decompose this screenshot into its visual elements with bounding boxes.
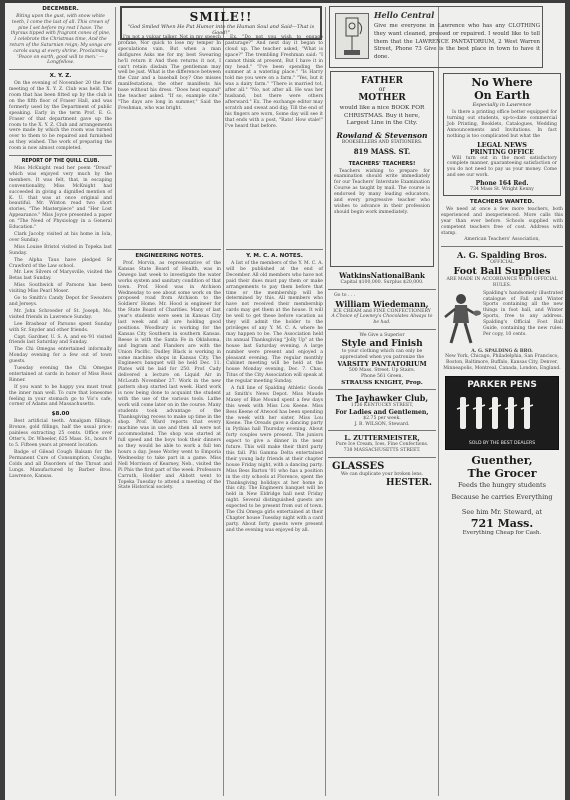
note-item: Capt. Gardner, U. S. A. and ex-'91 visited friends last Saturday and Sunday. [9, 334, 112, 346]
or-word: or [378, 86, 386, 93]
teachers-text: Teachers wishing to prepare for examination should write immediately for our Teachers' Interstate Examination Course as taught by mail. The course is endorsed by many leading educators, and every progressive teacher who wishes to advance in their profession should begin work immediately. [334, 168, 430, 215]
nowhere-title: No Where [471, 76, 533, 89]
note-item: Miss Louise Bristol visited in Topeka last Sunday. [9, 244, 112, 256]
nowhere-title-2: On Earth [474, 89, 530, 102]
december-title: DECEMBER. [42, 6, 79, 12]
style-text: to your clothing which can only be appreciated when you patronize the [339, 348, 425, 360]
column-1 [9, 3, 112, 800]
mother-word: MOTHER [358, 93, 406, 103]
xyz-text: On the evening of November 20 the first meeting of the X. Y. Z. Club was held. The room that has been fitted up by the club is on the fifth floor of Fraser Hall, and was formerly used by the Department of public speaking. Early in the term Prof. E. G. Fraser of that department gave up the room to the X. Y. Z. Club and arrangements were made by which the room was turned over to them to be repaired and furnished as they wished. The work of preparing the room is now almost completed. [9, 81, 112, 152]
december-poem: Biting upon the gust, with snow white teeth, I come the last of all. This crown of pine I set before my rest I have. The thyrsus tipped with fragrant cones of pine, I celebrate the Christmas time, And the return of the Saturnian reign; My songs are carols sung at every shrine, Proclaiming 'Peace on earth, good will to men.' —Longfellow. [9, 14, 112, 66]
note-item: Go to Smith's Candy Depot for Sweaters and Jerseys. [9, 296, 112, 307]
reward-amount: $8.00 [51, 411, 70, 418]
watkins-title: WatkinsNationalBank [339, 271, 425, 280]
football-player-icon [441, 291, 481, 349]
reward-text: If you want to be happy you must treat the inner man well. To cure that lonesome feeling in your stomach go to Vic's cafe, corner of Adams and Massachusetts. [9, 384, 112, 408]
spalding-cities: New York, Chicago, Philadelphia, San Francisco, Boston, Baltimore, Buffalo, Kansas City, Denver, Minneapolis, Montreal, Canada, London, England. [443, 354, 561, 372]
smile-jokes-2: Ex. "Do not you wish to engage pasturage?" And next day it began to cloud up. The teacher asked, "What is space?" The trembling Freshman said: "I cannot think at present, But I have it in my head." "I've been spending the summer at a watering place." "Is Harry told me you were on a farm." "Yes, but it was a dairy farm." "There is married tot, after all." "No, not after all. He was her husband, but there were others afterward." Ex. The exchange editor may scratch and sweat and dig; Till the end of his fingers are worn, Some day will see it that ends with a post, "Rats! How stale!" I've heard that before. [225, 35, 323, 129]
printing-phone: Phone 164 Red. [475, 180, 529, 188]
guenther-name: Guenther, [471, 454, 533, 468]
printing-office: PRINTING OFFICE [470, 148, 534, 156]
note-item: Clark Jacoby visited at his home in Iola, over Sunday. [9, 232, 112, 243]
telephone-icon [336, 14, 368, 58]
eng-text: Prof. Morvin, as representative of the Kansas State Board of Health, was in Oswego last week to investigate the water works system and sanitary condition of that town. Prof. Hood was in Atchison Wednesday to see about some work on the proposed road from Atchison to the Soldiers' Home. Mr. Hood is engineer for the State Board of Charities. Many of last year's students were seen in Kansas City last week and all are holding good positions. Woodbury is working for the Kansas City Southern in southern Kansas. Reese is with the Santa Fe in Oklahoma, and Ingram and Flanders are with the Union Pacific. Dudley Black is working in some machine shops in Kansas City. The Engineers banquet will be held Dec. 11. Plates will be laid for 250. Prof. Cady delivered a lecture on Liquid Air in McLouth November 27. Work in the new pattern shop started last week. Hard work is now being done to acquaint the student with the use of the various tools. Lathe work will come later on in the course. Many students took advantage of the Thanksgiving recess to make up time in the shop. Prof. Ward reports that every machine was in use and then all were not accommodated. The shop was started at full speed and the boys took their dinners so they would be able to work a full ten hours a day. Jesse Worley went to Emporia Wednesday to take part in a game. Miss Nell Morrison of Kearney, Neb., visited the Pi Phis the first part of the week. Professors Carruth, Hodder and Abbott went to Topeka Tuesday to attend a meeting of the State Historical society. [118, 261, 221, 491]
telephone-illustration [335, 13, 369, 59]
teachers-title: TEACHERS' TEACHERS! [348, 160, 416, 167]
hello-central-text: Give me everyone in Lawrence who has any CLOTHING they want cleaned, pressed or repaired. I would like to tell them that the LAWRENCE PANTATORIUM, 2 West Warren Street, Phone 73 Give is the best place in town to have it done. [374, 23, 540, 61]
goto-text: Go to . . . [334, 292, 356, 298]
smile-sub: "God Smiled When He Put Humor into the Human Soul and Said—That is Good!" [127, 24, 315, 36]
spalding-title: A. G. Spalding Bros. [457, 250, 547, 261]
nowhere-sub: Especially in Lawrence [472, 102, 532, 108]
style-intro: We Give a Superior [359, 332, 405, 338]
wiedemann-name: William Wiedemann, [335, 298, 429, 309]
spalding-sign: A. G. SPALDING & BRO. [471, 348, 533, 354]
nowhere-ad [443, 73, 561, 196]
report-text: Miss McKnight read her poem "Dread" which was enjoyed very much by the members. It was felt, that, in escaping conventionality, Miss McKnight had succeeded in giving a dignified mention of K. U. that was at once original and beautiful. Mr. Winton read two short stories, "The Masterpiece" and "Her Lost Appearance." Miss Joyce presented a paper on "The Need of Physiology in a General Education." [9, 166, 112, 231]
legal-news: LEGAL NEWS [477, 140, 527, 149]
varsity: VARSITY PANTATORIUM [337, 360, 427, 369]
father-word: FATHER [361, 76, 403, 86]
football-supplies: Foot Ball Supplies [453, 266, 551, 278]
jayhawker-price: $2.75 per week. [363, 415, 401, 421]
xyz-title: X. Y. Z. [49, 73, 72, 80]
ymca-text: A list of the members of the Y. M. C. A. will be published at the end of December. All old members who have not paid their dues must pay them or make arrangements to pay them before that time or the membership will be determined by this. All members who have not received their membership cards may get them at the house. It will be well to get these before vacation as they will admit the holder to the privileges of any Y. M. C. A. where he may happen to be. The Association held its annual Thanksgiving "Jolly Up" at the house last Saturday evening. A large number were present and enjoyed a pleasant evening. The regular monthly Cabinet meeting will be held at the house Monday evening, Dec. 7. Chas. Titus of the City Association will speak at the regular meeting Sunday. [226, 261, 323, 385]
smile-jokes: I'm not a vulgar talker, Not in my speech profane, Nor quick to lose my temper In speculations vain. But when a man disfigures Asks me for my best Swearing he'll return it And then returns it not, I can't retain disdain The gentleman may well be just. What is the difference between the Czar and a baseball boy? One misses manifestations, the other manifests his base without his dress. "Does heat expand" the teacher asked. "If so, example cite." "The days are long in summer," Said the Freshman, who was bright. [118, 35, 221, 111]
hester-name: HESTER. [385, 477, 432, 488]
american-assoc: American Teachers' Association, [464, 237, 540, 243]
note-item: The Alpha Taus have pledged Sr Crawford of the Law school. [9, 257, 112, 269]
pen-figures-icon [454, 393, 548, 437]
reward-desc: Best artificial teeth. Amalgam fillings, Bronze, gold fillings, half the usual price; painless extracting 25 cents. Office over Otter's, Dr. Wheeler, 625 Mass. St., hours 9 to 5. Fifteen years at present location. [9, 419, 112, 449]
jayhawker-title: The Jayhawker Club, [335, 392, 429, 403]
official-label: OFFICIAL [490, 260, 514, 266]
varsity-addr: 500 Mass. Street. Up Stairs. [348, 368, 416, 374]
note-item: Tuesday evening the Chi Omegas entertained at cards in honor of Miss Ross Rinner. [9, 366, 112, 383]
cheap-for-cash: Everything Cheap for Cash. [462, 530, 542, 537]
ymca-title: Y. M. C. A. NOTES. [246, 253, 303, 259]
nowhere-text: Is there a printing office better equipped for turning out students, up-to-date commercial Job Printing, Booklets, Catalogues, Wedding Announcements and Invitations. In fact nothing is too complicated but what the [447, 110, 557, 139]
note-item: Lee Brashear of Parsons spent Sunday with Sr. Snyder and other friends. [9, 321, 112, 333]
feeds-text: Feeds the hungry students [458, 481, 546, 490]
spalding-body [441, 291, 563, 349]
zutter-addr: 738 MASSACHUSETTS STREET. [343, 448, 421, 454]
father-mother-ad [330, 71, 434, 267]
see-steward: See him Mr. Steward, at [461, 508, 543, 517]
notes-text: A full line of Spalding Athletic Goods at Smith's News Depot. Miss Maude Maxey of Blue Mound spent a few days this week with Miss Lou Keene. Miss Bess Keene of Atwood has been spending the week with her sister, Miss Lou Keene. The Oreads gave a dancing party in Pythias hall Thursday evening. About forty couples were present. The juniors expect to give a dinner in the near future. This will make their third party this fall. Phi Gamma Delta entertained their young lady friends at their chapter house Friday night, with a dancing party. Miss Bess Barton '01 who has a position in the city schools at Florence, spent the Thanksgiving holidays at her home in this city. The Engineers banquet will be held in New Eldridge hall next Friday night. Several distinguished guests are expected to be present from out of town. The Chi Omega girls entertained at their Chapter house Tuesday night with a card party. About forty guests were present and the evening was enjoyed by all. [226, 386, 323, 533]
column-rule [223, 7, 224, 796]
badge-text: Badge of Gilead Cough Balsam for the Permanent Cure of Consumption, Coughs, Colds and all Disorders of the Throat and Lungs. Manufactured by Barber Bros. Lawrence, Kansas. [9, 449, 112, 479]
rowland-stevenson: Rowland & Stevenson [336, 130, 428, 140]
column-2 [118, 246, 221, 800]
column-rule [325, 7, 326, 796]
rowland-sub: BOOKSELLERS AND STATIONERS. [341, 139, 423, 145]
teachers-wanted-text: We need at once a few more teachers, both experienced and inexperienced. More calls this year than ever before. Schools supplied with competent teachers free of cost. Address with stamp. [441, 206, 563, 236]
printing-text: Will turn out in the most satisfactory complete manner, guaranteeing satisfaction or you do not need to pay us your money. Come and see our work. [447, 155, 557, 179]
eng-title: ENGINEERING NOTES. [135, 253, 204, 259]
parker-sub: SOLD BY THE BEST DEALERS [468, 441, 536, 447]
note-item: Mr. John Schroeder of St. Joseph, Mo. visited friends in Lawrence Sunday. [9, 308, 112, 320]
column-rule [438, 7, 439, 796]
jayhawker-steward: J. B. WILSON, Steward. [354, 421, 410, 427]
spalding-text: Spalding's handsomely illustrated catalogue of Fall and Winter Sports containing all the new things in foot ball, and Winter Sports, free to any address. Spalding's Official Foot Ball Guide, containing the new rules. Per copy, 10 cents. [483, 290, 563, 338]
zuttermeister: L. ZUTTERMEISTER, [344, 434, 420, 443]
note-item: Mr. Lew Silvers of Marysville, visited the Betas last Sunday. [9, 270, 112, 282]
because-text: Because he carries Everything [451, 493, 553, 502]
glasses-text: We can duplicate your broken lens. [340, 471, 424, 477]
column-5 [441, 69, 563, 800]
book-christmas: would like a nice BOOK FOR CHRISTMAS. Buy it here, Largest Line in the City. [339, 105, 425, 126]
report-title: REPORT OF THE QUILL CLUB. [21, 159, 100, 165]
note-item: Miss Southwick of Parsons has been visiting Miss Pearl Moser. [9, 283, 112, 295]
accordance-text: ARE MADE IN ACCORDANCE WITH OFFICIAL RULES. [446, 277, 558, 288]
parker-title: PARKER PENS [467, 380, 537, 391]
hello-central-logo: Hello Central [374, 10, 435, 20]
varsity-phone: Phone 561 Green. [361, 374, 403, 380]
newspaper-page [5, 3, 565, 800]
lowney: A Choice of Lowney's Chocolates Always to be had. [331, 314, 433, 326]
note-item: The Chi Omegas entertained informally Monday evening for a few out of town guests. [9, 347, 112, 365]
grocer-title: The Grocer [467, 467, 537, 481]
teachers-wanted-title: TEACHERS WANTED. [469, 198, 535, 205]
strauss: STRAUSS KNIGHT, Prop. [341, 379, 423, 386]
smile-text-left [118, 35, 221, 245]
watkins-capital: Capital $100,000. Surplus $20,000. [340, 280, 424, 285]
column-3 [226, 246, 323, 800]
smile-title: SMILE!! [189, 10, 253, 24]
glasses-title: GLASSES [332, 460, 385, 472]
style-finish: Style and Finish [341, 338, 423, 349]
smile-text-right [225, 35, 323, 245]
ladies-gentlemen: For Ladies and Gentlemen, [335, 408, 429, 416]
column-rule [115, 7, 116, 796]
ice-cream: ICE CREAM and FINE CONFECTIONERY [333, 308, 431, 314]
parker-pens-ad [445, 376, 559, 450]
zutter-sub: Pure Ice Cream, Ices, Fine Confections. [335, 442, 429, 448]
printing-address: 734 Mass St. Wright Kenny [470, 187, 534, 193]
hello-central-ad [329, 6, 543, 68]
jayhawker-addr: 1126 KENTUCKY STREET, [350, 402, 414, 408]
mass-address: 721 Mass. [470, 517, 534, 531]
rowland-address: 819 MASS. ST. [353, 146, 411, 156]
